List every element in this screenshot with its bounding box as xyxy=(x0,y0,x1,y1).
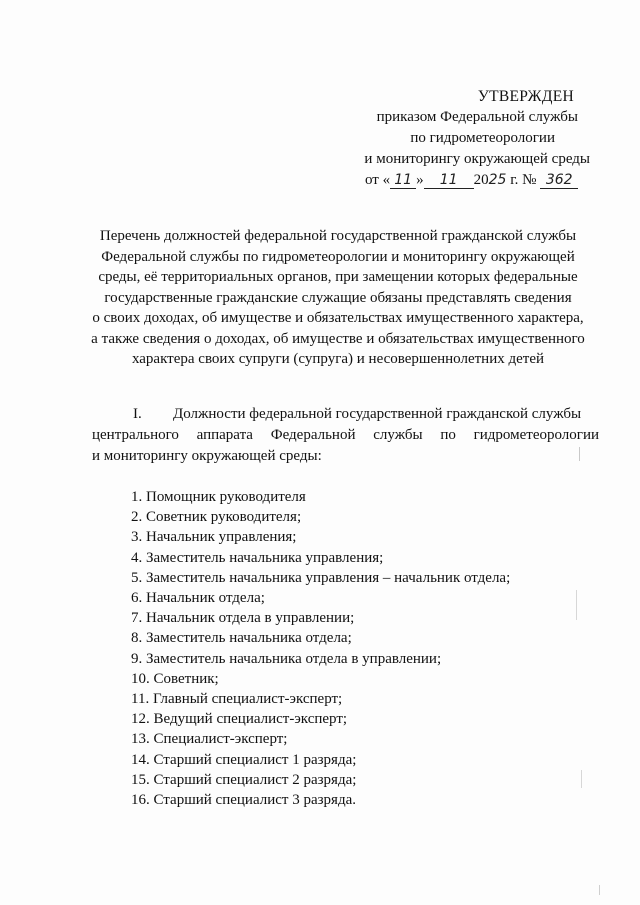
title-line: Перечень должностей федеральной государственной гражданской службы xyxy=(99,228,577,244)
list-item: 9. Заместитель начальника отдела в управлении; xyxy=(131,650,442,667)
approval-line-meteo: по гидрометеорологии xyxy=(410,130,555,146)
list-item: 11. Главный специалист-эксперт; xyxy=(131,691,343,708)
title-line: а также сведения о доходах, об имуществе и обязательствах имущественного xyxy=(91,330,585,347)
section-line-1: Должности федеральной государственной гражданской службы xyxy=(173,406,582,422)
list-item: 6. Начальник отдела; xyxy=(131,590,265,607)
section-numeral: I. xyxy=(133,406,142,422)
scan-speck xyxy=(599,885,600,895)
section-word: центрального xyxy=(92,427,179,443)
approval-line-order: приказом Федеральной службы xyxy=(376,109,578,125)
section-word: гидрометеорологии xyxy=(473,427,599,443)
list-item: 10. Советник; xyxy=(131,670,219,687)
list-item: 1. Помощник руководителя xyxy=(131,489,306,505)
section-word: по xyxy=(440,427,456,443)
section-line-2 xyxy=(92,425,599,446)
positions-list xyxy=(131,487,591,810)
date-quote-close: » xyxy=(416,172,424,188)
list-item: 12. Ведущий специалист-эксперт; xyxy=(131,711,348,728)
list-item: 4. Заместитель начальника управления; xyxy=(131,549,384,566)
document-title xyxy=(78,226,598,370)
title-line: характера своих супруги (супруга) и несовершеннолетних детей xyxy=(131,351,545,367)
list-item: 5. Заместитель начальника управления – начальник отдела; xyxy=(131,569,511,586)
list-item: 3. Начальник управления; xyxy=(131,529,297,546)
scan-speck xyxy=(576,590,577,620)
date-year-prefix: 20 xyxy=(473,172,489,188)
approval-block xyxy=(355,86,605,191)
section-word: службы xyxy=(373,427,423,443)
list-item: 15. Старший специалист 2 разряда; xyxy=(131,771,357,788)
date-year-suffix: 25 xyxy=(488,172,507,188)
list-item: 14. Старший специалист 1 разряда; xyxy=(131,751,357,768)
title-line: о своих доходах, об имуществе и обязательствах имущественного характера, xyxy=(92,310,584,326)
list-item: 16. Старший специалист 3 разряда. xyxy=(131,792,356,809)
section-line-3: и мониторингу окружающей среды: xyxy=(92,448,322,464)
title-line: государственные гражданские служащие обязаны представлять сведения xyxy=(104,289,572,306)
list-item: 13. Специалист-эксперт; xyxy=(131,731,288,748)
order-number: 362 xyxy=(540,172,578,189)
scan-speck xyxy=(581,770,582,788)
section-word: аппарата xyxy=(196,427,253,443)
date-year-label: г. № xyxy=(510,172,537,188)
list-item: 8. Заместитель начальника отдела; xyxy=(131,630,352,647)
scan-speck xyxy=(579,447,580,461)
list-item: 2. Советник руководителя; xyxy=(131,509,302,526)
title-line: Федеральной службы по гидрометеорологии и мониторингу окружающей xyxy=(101,248,575,265)
approval-date-line xyxy=(355,170,605,191)
title-line: среды, её территориальных органов, при замещении которых федеральные xyxy=(98,269,578,285)
approval-line-monitoring: и мониторингу окружающей среды xyxy=(364,151,590,167)
list-item: 7. Начальник отдела в управлении; xyxy=(131,610,355,627)
section-heading xyxy=(92,404,599,467)
date-prefix: от « xyxy=(365,172,391,188)
date-month: 11 xyxy=(424,172,474,189)
date-day: 11 xyxy=(390,172,416,189)
section-word: Федеральной xyxy=(270,427,356,443)
approval-heading: УТВЕРЖДЕН xyxy=(477,88,574,105)
